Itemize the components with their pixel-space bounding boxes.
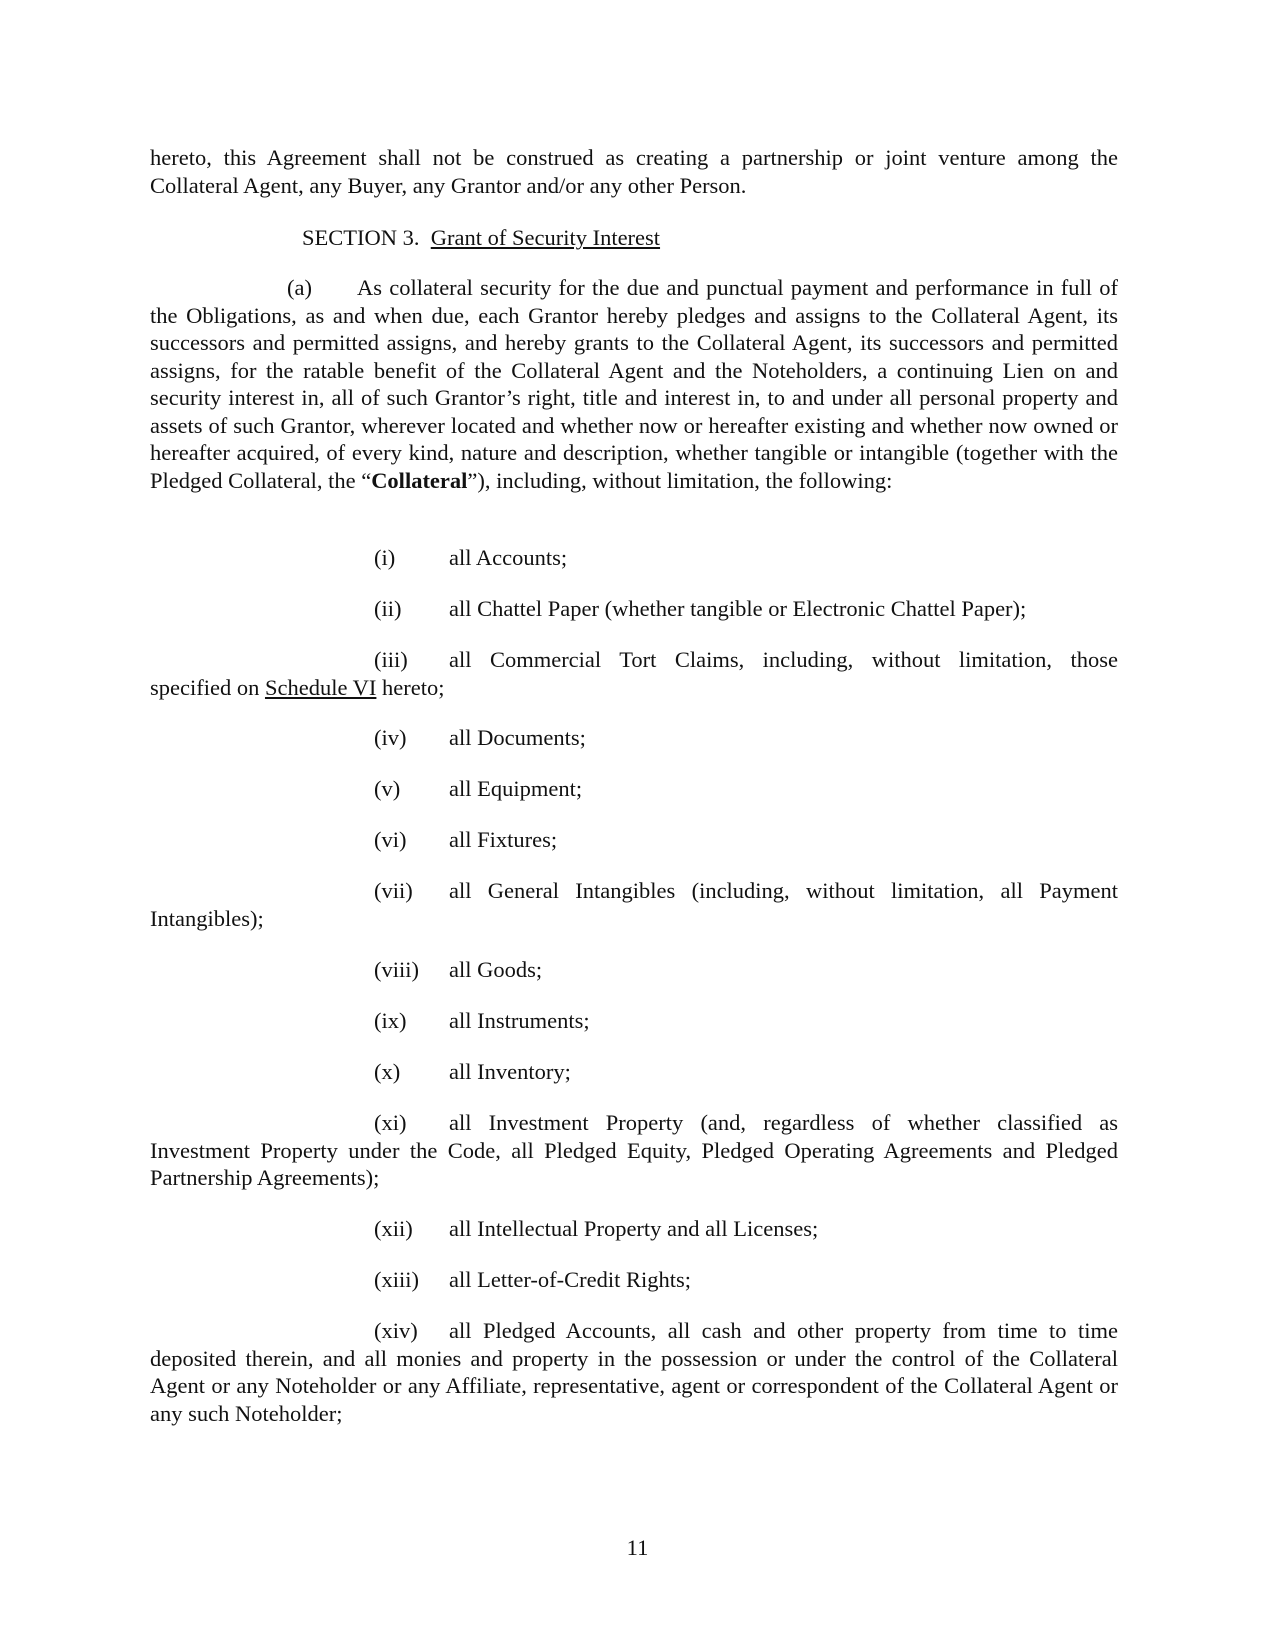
item-continuation: deposited therein, and all monies and property in the possession or under the control of the Collateral Agent or any Noteholder or any Affiliate, representative, agent or correspondent of the Collateral Agent or any such Noteholder; [150, 1345, 1118, 1426]
item-text: all Intellectual Property and all Licenses; [449, 1216, 819, 1241]
item-number: (vii) [374, 878, 413, 903]
item-text: all General Intangibles (including, without limitation, all Payment [449, 878, 1118, 903]
item-text: all Inventory; [449, 1059, 571, 1084]
clause-a-text-end: ”), including, without limitation, the following: [467, 467, 893, 493]
item-text: all Equipment; [449, 776, 583, 801]
clause-a-label: (a) [287, 275, 312, 300]
list-item [150, 1215, 1118, 1243]
list-item [150, 646, 1118, 701]
list-item [150, 1058, 1118, 1086]
item-text: all Letter-of-Credit Rights; [449, 1267, 691, 1292]
item-continuation [150, 674, 1118, 702]
item-number: (xiv) [374, 1318, 418, 1343]
item-number: (iv) [374, 725, 407, 750]
list-item [150, 595, 1118, 623]
item-text: all Commercial Tort Claims, including, without limitation, those [449, 647, 1118, 672]
list-item [150, 1266, 1118, 1294]
item-text: all Instruments; [449, 1008, 590, 1033]
item-number: (iii) [374, 647, 408, 672]
item-number: (vi) [374, 827, 407, 852]
item-text: all Fixtures; [449, 827, 558, 852]
item-text: all Pledged Accounts, all cash and other property from time to time [449, 1318, 1118, 1343]
item-continuation-text: specified on [150, 674, 265, 700]
list-item [150, 1109, 1118, 1192]
section-label: SECTION 3. [302, 225, 420, 250]
list-item [150, 956, 1118, 984]
item-continuation-text-end: hereto; [376, 674, 445, 700]
clause-a-paragraph [150, 274, 1118, 494]
intro-paragraph: hereto, this Agreement shall not be construed as creating a partnership or joint venture among the Collateral Agent, any Buyer, any Grantor and/or any other Person. [150, 145, 1118, 198]
item-number: (v) [374, 776, 401, 801]
list-item [150, 826, 1118, 854]
list-item [150, 724, 1118, 752]
item-continuation: Investment Property under the Code, all Pledged Equity, Pledged Operating Agreements and Pledged Partnership Agreements); [150, 1137, 1118, 1190]
list-item [150, 1007, 1118, 1035]
item-text: all Goods; [449, 957, 543, 982]
list-item [150, 1317, 1118, 1427]
item-number: (ix) [374, 1008, 407, 1033]
item-continuation: Intangibles); [150, 905, 264, 931]
item-number: (xi) [374, 1110, 407, 1135]
section-heading [302, 224, 660, 252]
item-number: (i) [374, 545, 396, 570]
list-item [150, 775, 1118, 803]
item-number: (xii) [374, 1216, 413, 1241]
item-number: (ii) [374, 596, 402, 621]
item-number: (xiii) [374, 1267, 419, 1292]
item-text: all Chattel Paper (whether tangible or Electronic Chattel Paper); [449, 596, 1027, 621]
item-text: all Documents; [449, 725, 586, 750]
clause-a-text: As collateral security for the due and punctual payment and performance in full of the Obligations, as and when due, each Grantor hereby pledges and assigns to the Collateral Agent, its successors and permitted assigns, and hereby grants to the Collateral Agent, its successors and permitted assigns, for the ratable benefit of the Collateral Agent and the Noteholders, a continuing Lien on and security interest in, all of such Grantor’s right, title and interest in, to and under all personal property and assets of such Grantor, wherever located and whether now or hereafter existing and whether now owned or hereafter acquired, of every kind, nature and description, whether tangible or intangible (together with the Pledged Collateral, the “ [150, 275, 1118, 493]
page-number: 11 [626, 1535, 649, 1560]
item-number: (x) [374, 1059, 401, 1084]
list-item [150, 877, 1118, 932]
list-item [150, 544, 1118, 572]
item-number: (viii) [374, 957, 419, 982]
collateral-term: Collateral [371, 467, 468, 493]
item-text: all Accounts; [449, 545, 568, 570]
item-text: all Investment Property (and, regardless of whether classified as [449, 1110, 1118, 1135]
schedule-vi-reference: Schedule VI [264, 674, 377, 700]
section-title: Grant of Security Interest [430, 225, 661, 250]
